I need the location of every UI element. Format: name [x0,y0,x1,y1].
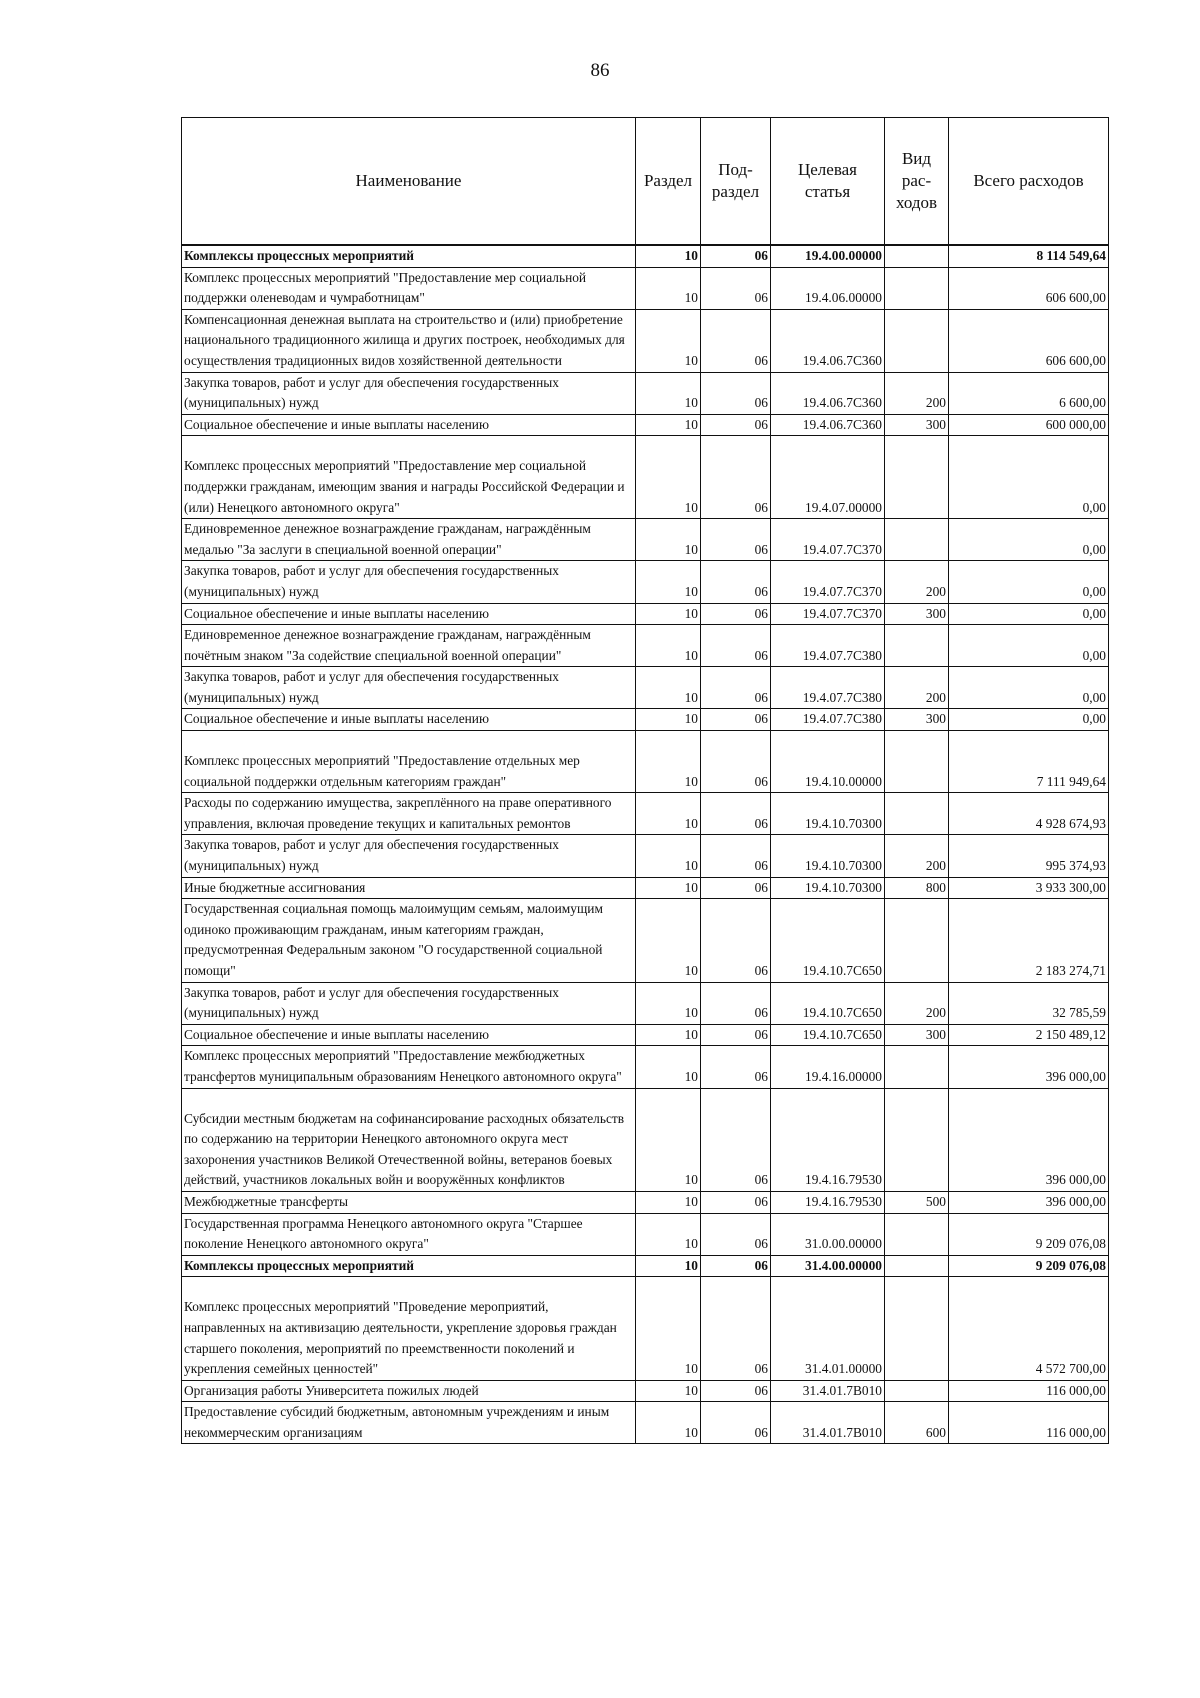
cell-name: Государственная программа Ненецкого автономного округа "Старшее поколение Ненецкого автономного округа" [182,1213,636,1255]
cell-target: 19.4.16.00000 [771,1046,885,1088]
header-vid-line3: ходов [895,193,938,212]
cell-total: 2 183 274,71 [949,899,1109,982]
cell-name: Единовременное денежное вознаграждение гражданам, награждённым медалью "За заслуги в специальной военной операции" [182,519,636,561]
cell-razdel: 10 [636,1277,701,1380]
cell-name: Закупка товаров, работ и услуг для обеспечения государственных (муниципальных) нужд [182,982,636,1024]
cell-name: Комплекс процессных мероприятий "Предоставление отдельных мер социальной поддержки отдельным категориям граждан" [182,731,636,793]
cell-razdel: 10 [636,372,701,414]
cell-razdel: 10 [636,982,701,1024]
cell-razdel: 10 [636,625,701,667]
cell-podrazdel: 06 [701,835,771,877]
cell-razdel: 10 [636,667,701,709]
cell-total: 9 209 076,08 [949,1213,1109,1255]
cell-vid [885,1046,949,1088]
cell-razdel: 10 [636,603,701,625]
cell-total: 0,00 [949,709,1109,731]
cell-vid [885,309,949,372]
cell-target: 19.4.10.70300 [771,793,885,835]
cell-total: 6 600,00 [949,372,1109,414]
cell-name: Комплекс процессных мероприятий "Предоставление мер социальной поддержки гражданам, имеющим звания и награды Российской Федерации и (или) Ненецкого автономного округа" [182,436,636,519]
cell-vid [885,1380,949,1402]
table-row [182,1277,1109,1380]
cell-target: 19.4.10.7С650 [771,982,885,1024]
cell-name: Межбюджетные трансферты [182,1191,636,1213]
cell-vid [885,519,949,561]
cell-razdel: 10 [636,793,701,835]
cell-target: 31.4.01.7В010 [771,1380,885,1402]
cell-razdel: 10 [636,1213,701,1255]
cell-razdel: 10 [636,414,701,436]
cell-razdel: 10 [636,436,701,519]
cell-total: 7 111 949,64 [949,731,1109,793]
cell-target: 19.4.07.7С370 [771,519,885,561]
cell-podrazdel: 06 [701,519,771,561]
header-podrazdel-line1: Под- [718,160,753,179]
cell-podrazdel: 06 [701,877,771,899]
cell-podrazdel: 06 [701,1024,771,1046]
cell-name: Единовременное денежное вознаграждение гражданам, награждённым почётным знаком "За содействие специальной военной операции" [182,625,636,667]
table-row [182,709,1109,731]
cell-target: 19.4.00.00000 [771,245,885,267]
table-row [182,1213,1109,1255]
cell-name: Социальное обеспечение и иные выплаты населению [182,1024,636,1046]
cell-target: 19.4.10.00000 [771,731,885,793]
table-row [182,561,1109,603]
header-razdel: Раздел [636,118,701,246]
header-total: Всего расходов [949,118,1109,246]
cell-total: 0,00 [949,561,1109,603]
cell-razdel: 10 [636,561,701,603]
table-row [182,414,1109,436]
header-vid-line2: рас- [901,171,932,190]
cell-razdel: 10 [636,877,701,899]
cell-target: 19.4.07.7С380 [771,625,885,667]
cell-podrazdel: 06 [701,1213,771,1255]
cell-vid [885,793,949,835]
table-row [182,1402,1109,1444]
table-row [182,309,1109,372]
header-vid [885,118,949,246]
table-row [182,1024,1109,1046]
cell-podrazdel: 06 [701,414,771,436]
cell-vid [885,1277,949,1380]
cell-razdel: 10 [636,835,701,877]
cell-razdel: 10 [636,1024,701,1046]
cell-target: 31.4.01.7В010 [771,1402,885,1444]
cell-name: Комплекс процессных мероприятий "Проведение мероприятий, направленных на активизацию деятельности, укрепление здоровья граждан старшего поколения, мероприятий по преемственности поколений и укрепления семейных ценностей" [182,1277,636,1380]
page-number: 86 [590,60,610,81]
cell-name: Расходы по содержанию имущества, закреплённого на праве оперативного управления, включая проведение текущих и капитальных ремонтов [182,793,636,835]
cell-razdel: 10 [636,245,701,267]
cell-name: Закупка товаров, работ и услуг для обеспечения государственных (муниципальных) нужд [182,372,636,414]
cell-name: Предоставление субсидий бюджетным, автономным учреждениям и иным некоммерческим организациям [182,1402,636,1444]
header-name: Наименование [182,118,636,246]
cell-name: Комплексы процессных мероприятий [182,1255,636,1277]
table-row [182,1088,1109,1191]
cell-razdel: 10 [636,1191,701,1213]
cell-total: 396 000,00 [949,1088,1109,1191]
cell-target: 31.4.00.00000 [771,1255,885,1277]
cell-vid [885,436,949,519]
cell-target: 19.4.10.70300 [771,877,885,899]
table-row [182,982,1109,1024]
cell-vid [885,1255,949,1277]
cell-total: 600 000,00 [949,414,1109,436]
cell-name: Комплекс процессных мероприятий "Предоставление межбюджетных трансфертов муниципальным образованиям Ненецкого автономного округа" [182,1046,636,1088]
header-target-line1: Целевая [797,160,858,179]
table-row [182,267,1109,309]
cell-target: 31.4.01.00000 [771,1277,885,1380]
cell-total: 0,00 [949,519,1109,561]
cell-total: 0,00 [949,603,1109,625]
cell-razdel: 10 [636,709,701,731]
cell-target: 19.4.06.7С360 [771,309,885,372]
table-row [182,625,1109,667]
cell-total: 0,00 [949,667,1109,709]
cell-name: Иные бюджетные ассигнования [182,877,636,899]
cell-razdel: 10 [636,1380,701,1402]
cell-target: 19.4.10.7С650 [771,1024,885,1046]
table-row [182,1191,1109,1213]
table-row [182,1255,1109,1277]
table-row [182,245,1109,267]
header-podrazdel-line2: раздел [711,182,760,201]
table-row [182,519,1109,561]
cell-total: 116 000,00 [949,1380,1109,1402]
cell-name: Закупка товаров, работ и услуг для обеспечения государственных (муниципальных) нужд [182,667,636,709]
cell-name: Организация работы Университета пожилых людей [182,1380,636,1402]
cell-razdel: 10 [636,519,701,561]
cell-podrazdel: 06 [701,309,771,372]
cell-podrazdel: 06 [701,267,771,309]
cell-total: 9 209 076,08 [949,1255,1109,1277]
cell-name: Субсидии местным бюджетам на софинансирование расходных обязательств по содержанию на территории Ненецкого автономного округа мест захоронения участников Великой Отечественной войны, ветеранов боевых действий, участников локальных войн и вооружённых конфликтов [182,1088,636,1191]
cell-total: 4 928 674,93 [949,793,1109,835]
table-row [182,372,1109,414]
cell-podrazdel: 06 [701,1277,771,1380]
cell-vid: 300 [885,414,949,436]
cell-total: 606 600,00 [949,309,1109,372]
cell-target: 19.4.06.7С360 [771,414,885,436]
cell-name: Социальное обеспечение и иные выплаты населению [182,709,636,731]
cell-podrazdel: 06 [701,625,771,667]
cell-name: Компенсационная денежная выплата на строительство и (или) приобретение национального традиционного жилища и других построек, необходимых для осуществления традиционных видов хозяйственной деятельности [182,309,636,372]
cell-total: 8 114 549,64 [949,245,1109,267]
table-row [182,793,1109,835]
table-row [182,1380,1109,1402]
cell-podrazdel: 06 [701,372,771,414]
cell-razdel: 10 [636,1255,701,1277]
cell-podrazdel: 06 [701,561,771,603]
cell-podrazdel: 06 [701,603,771,625]
cell-vid: 300 [885,1024,949,1046]
cell-razdel: 10 [636,309,701,372]
cell-razdel: 10 [636,267,701,309]
cell-target: 19.4.06.7С360 [771,372,885,414]
header-vid-line1: Вид [901,149,932,168]
cell-vid: 200 [885,982,949,1024]
cell-razdel: 10 [636,1088,701,1191]
cell-total: 396 000,00 [949,1046,1109,1088]
cell-podrazdel: 06 [701,793,771,835]
header-target [771,118,885,246]
table-header [182,118,1109,246]
cell-vid [885,899,949,982]
cell-podrazdel: 06 [701,436,771,519]
cell-target: 19.4.06.00000 [771,267,885,309]
cell-vid: 200 [885,561,949,603]
cell-podrazdel: 06 [701,899,771,982]
cell-podrazdel: 06 [701,731,771,793]
header-target-line2: статья [804,182,851,201]
cell-total: 995 374,93 [949,835,1109,877]
cell-razdel: 10 [636,1046,701,1088]
cell-vid: 500 [885,1191,949,1213]
cell-target: 19.4.07.7С380 [771,709,885,731]
cell-podrazdel: 06 [701,1088,771,1191]
cell-target: 19.4.07.7С370 [771,561,885,603]
cell-target: 31.0.00.00000 [771,1213,885,1255]
cell-podrazdel: 06 [701,982,771,1024]
cell-podrazdel: 06 [701,1402,771,1444]
table-row [182,667,1109,709]
header-podrazdel [701,118,771,246]
cell-total: 606 600,00 [949,267,1109,309]
cell-podrazdel: 06 [701,667,771,709]
cell-name: Комплексы процессных мероприятий [182,245,636,267]
cell-target: 19.4.10.7С650 [771,899,885,982]
cell-target: 19.4.07.7С380 [771,667,885,709]
cell-target: 19.4.16.79530 [771,1191,885,1213]
cell-total: 32 785,59 [949,982,1109,1024]
cell-vid: 200 [885,667,949,709]
cell-target: 19.4.07.7С370 [771,603,885,625]
table-row [182,899,1109,982]
cell-name: Закупка товаров, работ и услуг для обеспечения государственных (муниципальных) нужд [182,835,636,877]
cell-vid: 200 [885,835,949,877]
table-row [182,877,1109,899]
table-row [182,436,1109,519]
cell-name: Закупка товаров, работ и услуг для обеспечения государственных (муниципальных) нужд [182,561,636,603]
cell-name: Социальное обеспечение и иные выплаты населению [182,414,636,436]
cell-podrazdel: 06 [701,1046,771,1088]
cell-podrazdel: 06 [701,1380,771,1402]
table-row [182,1046,1109,1088]
cell-vid [885,731,949,793]
cell-name: Комплекс процессных мероприятий "Предоставление мер социальной поддержки оленеводам и чумработницам" [182,267,636,309]
cell-total: 0,00 [949,436,1109,519]
table-row [182,731,1109,793]
cell-total: 4 572 700,00 [949,1277,1109,1380]
cell-podrazdel: 06 [701,709,771,731]
cell-name: Государственная социальная помощь малоимущим семьям, малоимущим одиноко проживающим гражданам, иным категориям граждан, предусмотренная Федеральным законом "О государственной социальной помощи" [182,899,636,982]
cell-podrazdel: 06 [701,1191,771,1213]
cell-total: 116 000,00 [949,1402,1109,1444]
table-row [182,835,1109,877]
cell-razdel: 10 [636,1402,701,1444]
cell-vid [885,1213,949,1255]
cell-vid: 200 [885,372,949,414]
budget-table [181,117,1109,1444]
cell-podrazdel: 06 [701,1255,771,1277]
cell-vid [885,245,949,267]
cell-total: 3 933 300,00 [949,877,1109,899]
cell-total: 2 150 489,12 [949,1024,1109,1046]
table-row [182,603,1109,625]
cell-target: 19.4.07.00000 [771,436,885,519]
cell-vid [885,1088,949,1191]
cell-vid: 300 [885,603,949,625]
cell-podrazdel: 06 [701,245,771,267]
cell-name: Социальное обеспечение и иные выплаты населению [182,603,636,625]
cell-vid: 300 [885,709,949,731]
cell-razdel: 10 [636,899,701,982]
cell-vid [885,267,949,309]
cell-target: 19.4.10.70300 [771,835,885,877]
cell-razdel: 10 [636,731,701,793]
cell-vid: 600 [885,1402,949,1444]
cell-vid: 800 [885,877,949,899]
cell-total: 396 000,00 [949,1191,1109,1213]
cell-vid [885,625,949,667]
cell-target: 19.4.16.79530 [771,1088,885,1191]
cell-total: 0,00 [949,625,1109,667]
table-body [182,245,1109,1444]
